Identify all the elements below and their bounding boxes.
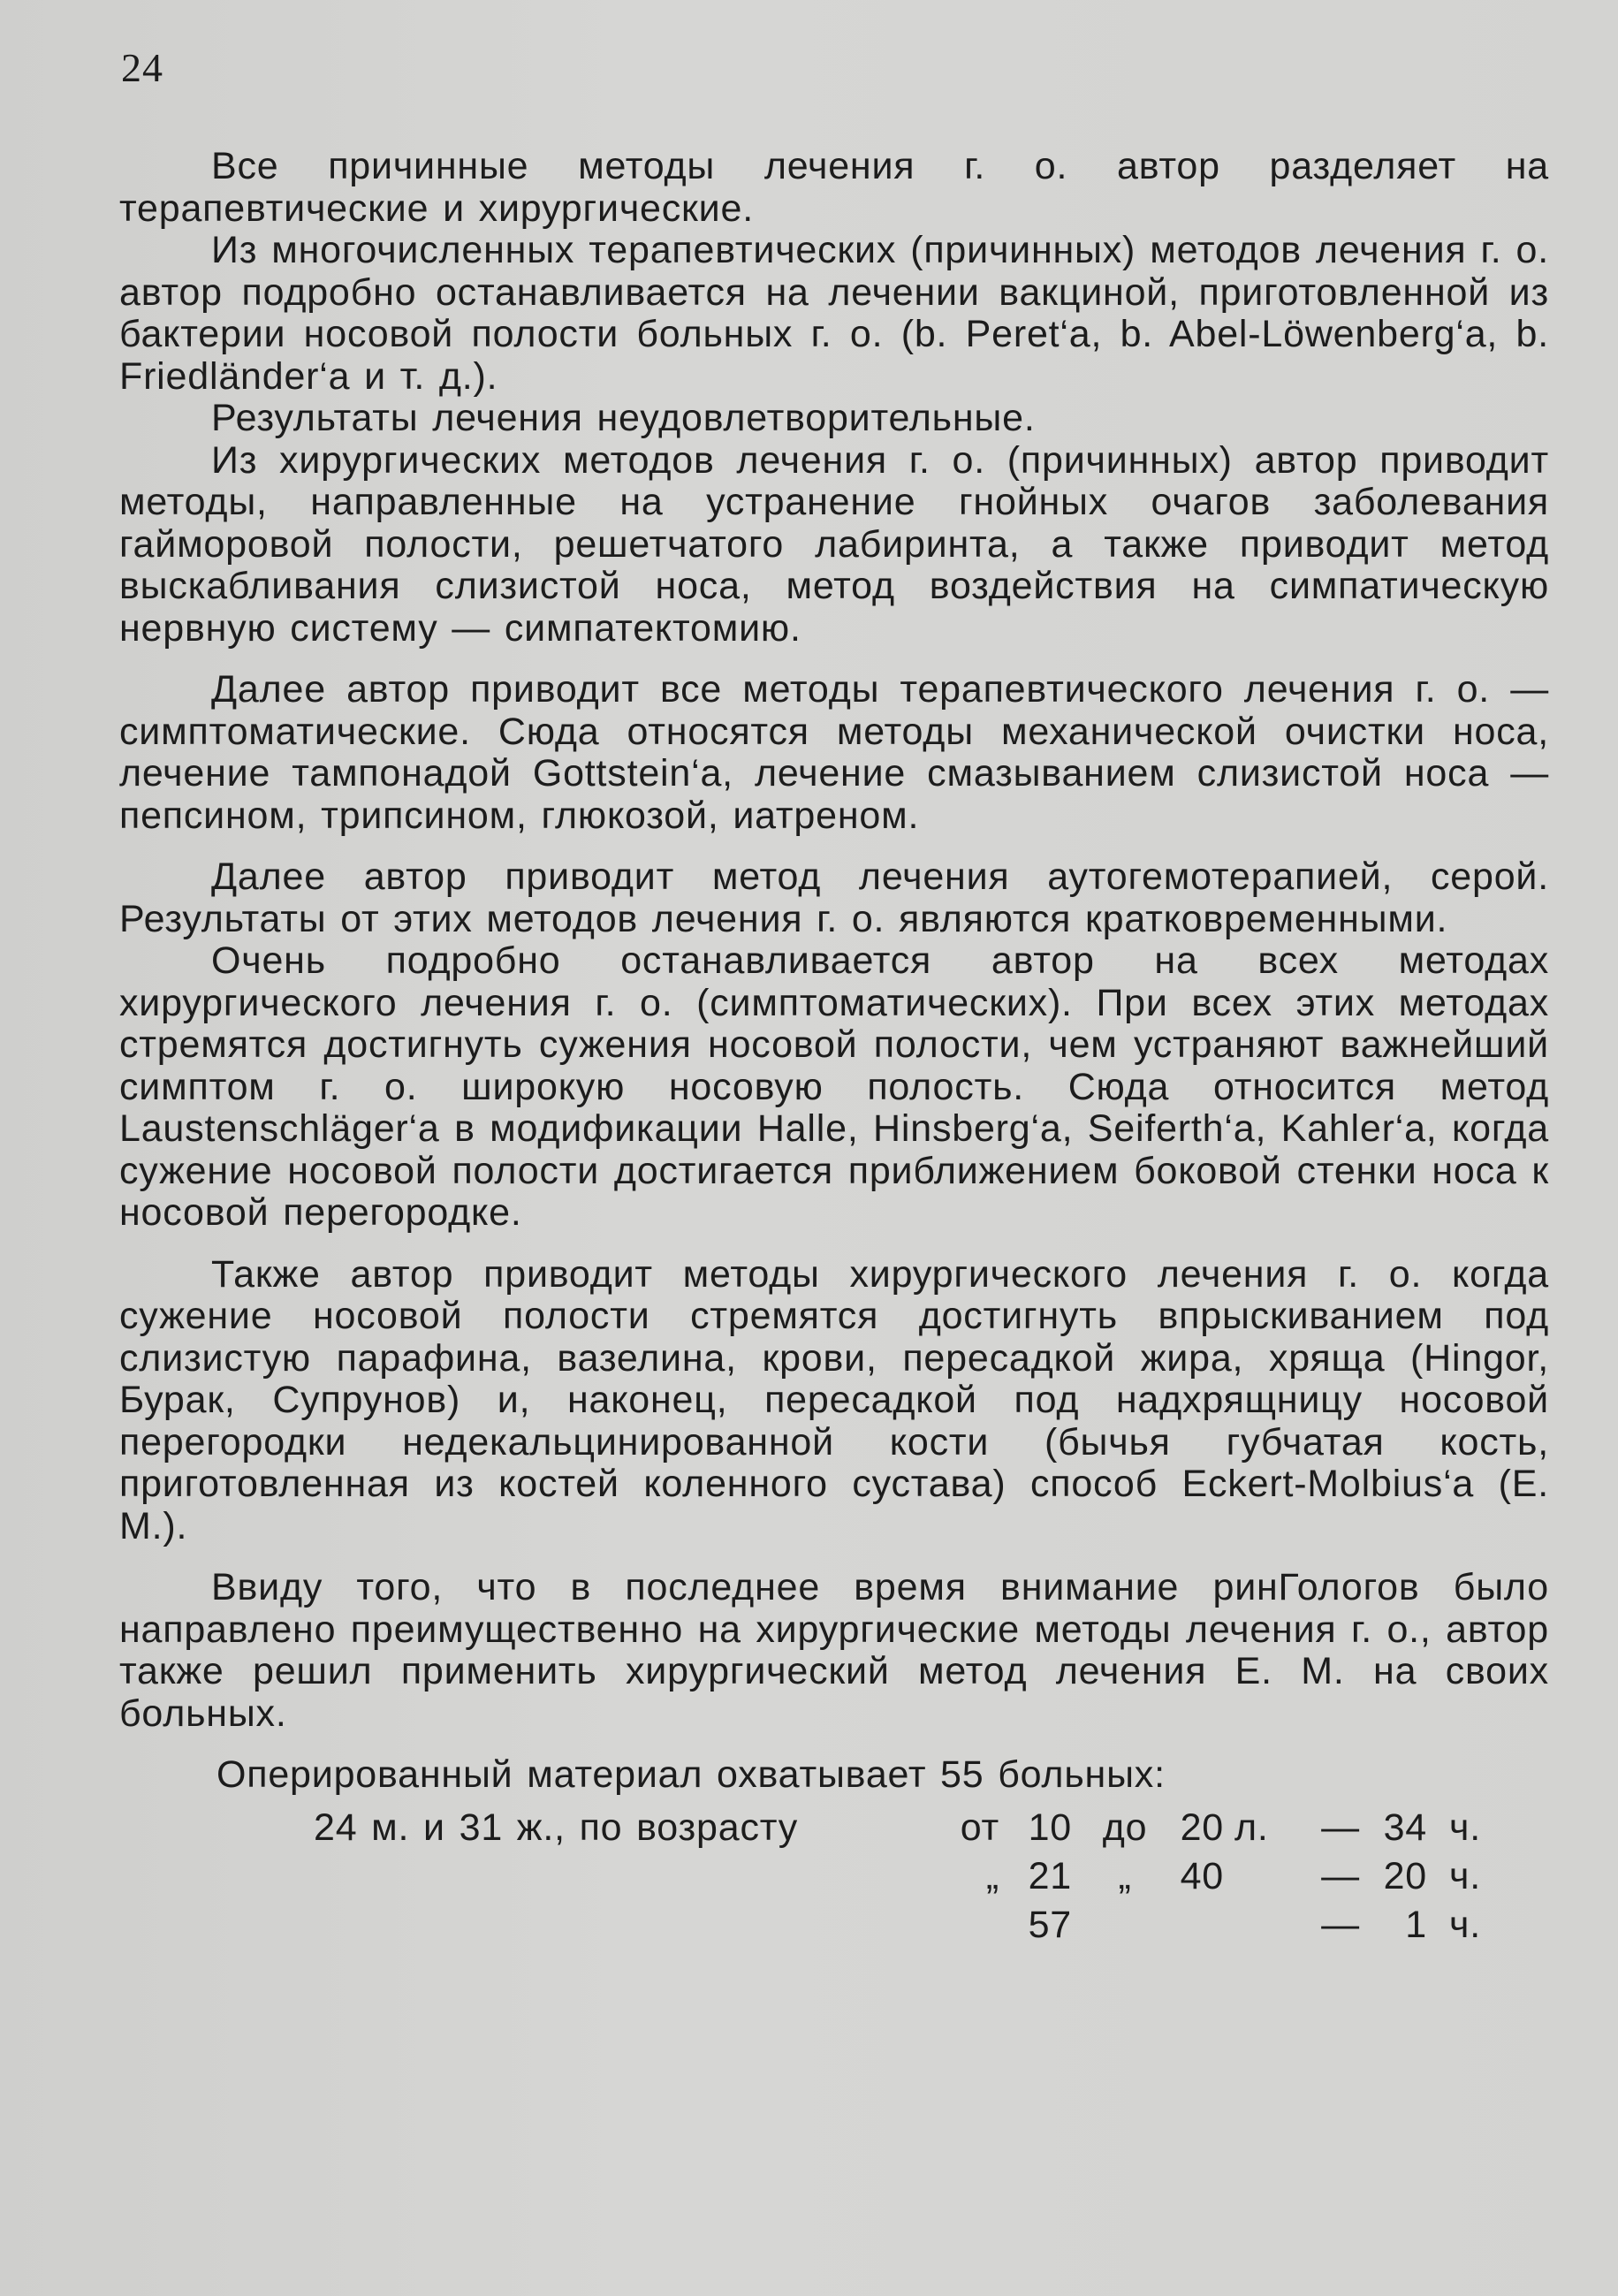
paragraph: Из хирургических методов лечения г. о. (причинных) автор приводит методы, направленные на устранение гнойных очагов заболевания гайморовой полости, решетчатого лабиринта, а также приводит метод выскабливания слизистой носа, метод воздействия на симпатическую нервную систему — симпатектомию. <box>119 438 1549 650</box>
row-from: от <box>960 1806 999 1849</box>
row-count: 20 <box>1383 1854 1427 1897</box>
row-age-to: 20 <box>1180 1806 1224 1849</box>
body-text <box>119 146 1549 1950</box>
paragraph: Очень подробно останавливается автор на всех методах хирургического лечения г. о. (симптоматических). При всех этих методах стремятся достигнуть сужения носовой полости, чем устраняют важнейший симптом г. о. широкую носовую полость. Сюда относится метод Laustenschläger‘a в модификации Halle, Hinsberg‘a, Seiferth‘a, Kahler‘a, когда сужение носовой полости достигается приближением боковой стенки носа к носовой перегородке. <box>119 939 1549 1234</box>
table-row <box>119 1901 1549 1950</box>
row-age-from: 57 <box>1028 1903 1072 1946</box>
age-table <box>119 1804 1549 1950</box>
row-count: 1 <box>1405 1903 1427 1946</box>
summary-line: Оперированный материал охватывает 55 больных: <box>216 1753 1166 1796</box>
page-number: 24 <box>121 45 163 90</box>
row-count-unit: ч. <box>1449 1903 1481 1946</box>
row-age-from: 21 <box>1028 1854 1072 1897</box>
row-prefix: 24 м. и 31 ж., по возрасту <box>314 1806 799 1849</box>
row-dash: — <box>1321 1854 1360 1897</box>
row-age-to: 40 <box>1180 1854 1224 1897</box>
row-age-from: 10 <box>1028 1806 1072 1849</box>
paragraph: Далее автор приводит все методы терапевтического лечения г. о. — симптоматические. Сюда относятся методы механической очистки носа, лечение тампонадой Gottstein‘a, лечение смазыванием слизистой носа — пепсином, трипсином, глюкозой, иатреном. <box>119 668 1549 837</box>
row-dash: — <box>1321 1903 1360 1946</box>
row-unit: л. <box>1234 1806 1269 1849</box>
row-count-unit: ч. <box>1449 1854 1481 1897</box>
table-row <box>119 1852 1549 1901</box>
row-ditto-mark: „ <box>1118 1854 1132 1897</box>
row-ditto-mark: „ <box>985 1854 999 1897</box>
table-row <box>119 1804 1549 1852</box>
row-count-unit: ч. <box>1449 1806 1481 1849</box>
paragraph: Также автор приводит методы хирургического лечения г. о. когда сужение носовой полости стремятся достигнуть впрыскиванием под слизистую парафина, вазелина, крови, пересадкой жира, хряща (Hingor, Бурак, Супрунов) и, наконец, пересадкой под надхрящницу носовой перегородки недекальцинированной кости (бычья губчатая кость, приготовленная из костей коленного сустава) способ Eckert-Molbius‘a (E. M.). <box>119 1252 1549 1547</box>
paragraph: Далее автор приводит метод лечения аутогемотерапией, серой. Результаты от этих методов лечения г. о. являются кратковременными. <box>119 855 1549 940</box>
paragraph: Все причинные методы лечения г. о. автор разделяет на терапевтические и хирургические. <box>119 145 1549 230</box>
paragraph: Ввиду того, что в последнее время внимание ринГологов было направлено преимущественно на хирургические методы лечения г. о., автор также решил применить хирургический метод лечения Е. М. на своих больных. <box>119 1566 1549 1735</box>
row-count: 34 <box>1383 1806 1427 1849</box>
row-dash: — <box>1321 1806 1360 1849</box>
paragraph: Из многочисленных терапевтических (причинных) методов лечения г. о. автор подробно останавливается на лечении вакциной, приготовленной из бактерии носовой полости больных г. о. (b. Peret‘a, b. Abel-Löwenberg‘a, b. Friedländer‘a и т. д.). <box>119 229 1549 398</box>
paragraph: Результаты лечения неудовлетворительные. <box>211 397 1036 439</box>
row-to: до <box>1102 1806 1148 1849</box>
